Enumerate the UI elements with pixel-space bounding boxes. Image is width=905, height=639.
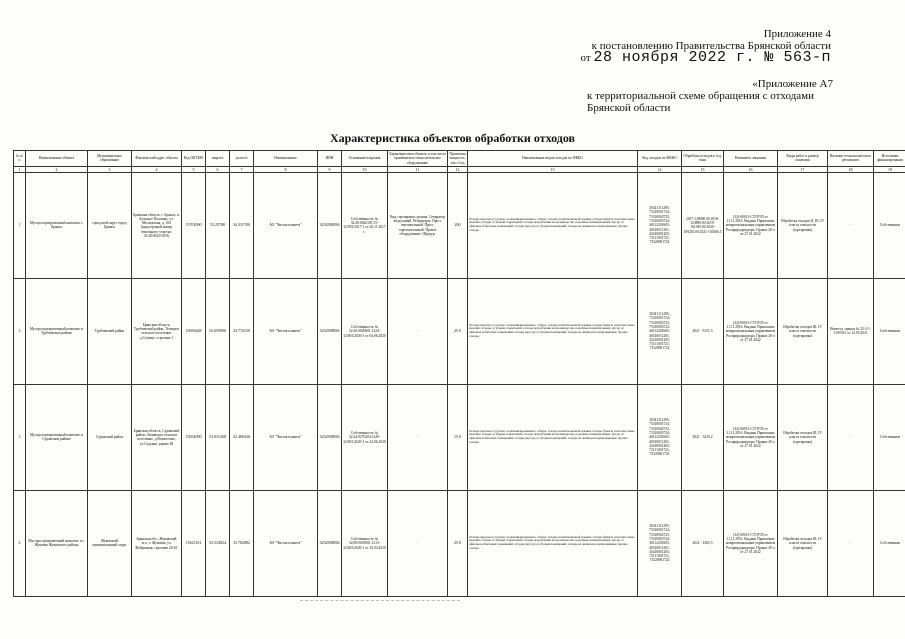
column-header: Основание владения <box>342 151 388 167</box>
column-header: Муниципальное образование <box>88 151 132 167</box>
cell-owner: АО "Чистая планета" <box>254 172 318 278</box>
column-header: широта <box>206 151 230 167</box>
cell-equipment: Вид сортировки: ручная. Сепаратор воздушный. Резервуары. Пресс вертикальный. Пресс горизонтальный. Прочее оборудование. Шредер. <box>388 172 448 278</box>
cell-reglament: - <box>828 172 874 278</box>
column-header: долгота <box>230 151 254 167</box>
cell-codes: 30411111295; 73310001724; 73310002725; 73310003724; 40112201605; 40310011201; 43410001205; 73111001721; 73320001724 <box>638 172 682 278</box>
cell-oktmo: 15656448 <box>182 278 206 384</box>
cell-lon: 32.486436 <box>230 384 254 490</box>
cell-mo: Трубчевский район <box>88 278 132 384</box>
cell-codes: 30411111295; 73310001724; 73310002725; 73310003724; 40112201605; 40310011201; 43410001205; 73111001721; 73320001724 <box>638 490 682 596</box>
column-number: 2 <box>26 166 88 172</box>
column-number: 5 <box>182 166 206 172</box>
cell-license: (32)-00013-СТОУ/П от 11.11.2016. Выдано Приокским межрегиональным управлением Росприроднадзора. Приказ 20-л от 27.01.2022 <box>724 490 778 596</box>
cell-lat: 52.659906 <box>206 278 230 384</box>
cell-capacity: 15.0 <box>448 384 468 490</box>
cell-n: 1 <box>14 172 26 278</box>
column-number: 11 <box>388 166 448 172</box>
cell-name: Мусоросортировочный комплекс в Трубчевском районе <box>26 278 88 384</box>
cell-inn: 3254508836 <box>318 172 342 278</box>
column-number: 14 <box>638 166 682 172</box>
appendix-a7-block <box>587 78 833 114</box>
cell-mo: городской округ город Брянск <box>88 172 132 278</box>
cell-amount: 2017-128000,00 2018-123890,00 2019-101390,00 2020-109250,00 2021-103366,5 <box>682 172 724 278</box>
cell-waste: Отходы картона от ручного и механизированного отбора; отходы полиэтиленовой пленки; отходы бумаги; пластмассовые изделия; отходы от уборки территорий; отходы потребления на производстве, подобные коммунальным; мусор от офисных и бытовых помещений; отходы (мусор) от уборки помещений; отходы из жилищ несортированные; прочие отходы. <box>468 278 638 384</box>
scan-artifact <box>300 600 460 601</box>
cell-basis: Собственность № 32:24:0270204:1249-32/001/2020-1 от 22.06.2020 <box>342 384 388 490</box>
cell-inn: 3254508836 <box>318 490 342 596</box>
cell-waste: Отходы картона от ручного и механизированного отбора; отходы полиэтиленовой пленки; отходы бумаги; пластмассовые изделия; отходы от уборки территорий; отходы потребления на производстве, подобные коммунальным; мусор от офисных и бытовых помещений; отходы (мусор) от уборки помещений; отходы из жилищ несортированные; прочие отходы. <box>468 490 638 596</box>
cell-reglament: - <box>828 490 874 596</box>
column-header: Код отходов по ФККО <box>638 151 682 167</box>
appendix-label: Приложение 4 <box>763 28 831 40</box>
document-header <box>531 28 831 64</box>
region-label: Брянской области <box>587 102 671 114</box>
cell-amount: 2021 - 3410,2 <box>682 384 724 490</box>
cell-owner: АО "Чистая планета" <box>254 278 318 384</box>
cell-basis: Собственность № 32:26:0020601:1224-32/001/2020-1 от 04.06.2020 <box>342 278 388 384</box>
resolution-label: к постановлению Правительства Брянской области <box>591 40 831 52</box>
cell-amount: 2021 - 6151,3 <box>682 278 724 384</box>
column-number: 17 <box>778 166 828 172</box>
objects-table <box>13 150 905 597</box>
column-number: 1 <box>14 166 26 172</box>
cell-lat: 53.534824 <box>206 490 230 596</box>
column-header: Реквизиты лицензии <box>724 151 778 167</box>
column-header: Наименование <box>254 151 318 167</box>
cell-address: Брянская область, Суражский район, Овчинское сельское поселение, д.Вознесенье, ул.Садовая, здание 48 <box>132 384 182 490</box>
cell-capacity: 200 <box>448 172 468 278</box>
column-number: 12 <box>448 166 468 172</box>
cell-codes: 30411111295; 73310001724; 73310002725; 73310003724; 40112201605; 40310011201; 43410001205; 73111001721; 73320001724 <box>638 278 682 384</box>
column-number: 18 <box>828 166 874 172</box>
cell-works: Обработка отходов II, III, IV класса опасности (сортировка) <box>778 172 828 278</box>
column-number: 3 <box>88 166 132 172</box>
resolution-date: от 28 ноября 2022 г. № 563-п <box>580 49 831 66</box>
column-number: 6 <box>206 166 230 172</box>
cell-owner: АО "Чистая планета" <box>254 490 318 596</box>
cell-lat: 53.25780 <box>206 172 230 278</box>
cell-license: (32)-00013-СТОУ/П от 11.11.2016. Выдано Приокским межрегиональным управлением Росприроднадзора. Приказ 20-л от 27.01.2022 <box>724 384 778 490</box>
cell-waste: Отходы картона от ручного и механизированного отбора; отходы полиэтиленовой пленки; отходы бумаги; пластмассовые изделия; отходы от уборки территорий; отходы потребления на производстве, подобные коммунальным; мусор от офисных и бытовых помещений; отходы (мусор) от уборки помещений; отходы из жилищ несортированные; прочие отходы. <box>468 384 638 490</box>
cell-mo: Суражский район <box>88 384 132 490</box>
cell-oktmo: 15701000 <box>182 172 206 278</box>
column-number: 16 <box>724 166 778 172</box>
cell-lon: 33.774150 <box>230 278 254 384</box>
table-row <box>14 278 905 384</box>
column-number: 10 <box>342 166 388 172</box>
cell-finance: Собственные <box>874 172 905 278</box>
cell-n: 2 <box>14 278 26 384</box>
column-header: Наименование объекта <box>26 151 88 167</box>
cell-equipment: - <box>388 278 448 384</box>
table-row <box>14 384 905 490</box>
cell-works: Обработка отходов III, IV класса опасности (сортировка) <box>778 490 828 596</box>
column-header: Виды работ и размер лицензии <box>778 151 828 167</box>
cell-finance: Собственные <box>874 278 905 384</box>
cell-lon: 34.331700 <box>230 172 254 278</box>
column-number: 15 <box>682 166 724 172</box>
cell-equipment: - <box>388 384 448 490</box>
cell-capacity: 25.0 <box>448 490 468 596</box>
table-row <box>14 490 905 596</box>
cell-reglament: Имеется, приказ № 32-2-1-1-0059/1 от 14.05.2021 <box>828 278 874 384</box>
appendix-a7-label: «Приложение А7 <box>752 78 833 90</box>
header-row <box>14 151 905 167</box>
cell-codes: 30411111295; 73310001724; 73310002725; 73310003724; 40112201605; 40310011201; 43410001205; 73111001721; 73320001724 <box>638 384 682 490</box>
table-row <box>14 172 905 278</box>
cell-inn: 3254508836 <box>318 384 342 490</box>
cell-license: (32)-00013-СТОУ/П от 11.11.2016. Выдано Приокским межрегиональным управлением Росприроднадзора. Приказ 20-л от 27.01.2022 <box>724 172 778 278</box>
cell-name: Мусоросортировочный комплекс в г. Жуковка Жуковского района <box>26 490 88 596</box>
date-number: 28 ноября 2022 г. № 563-п <box>593 49 831 66</box>
cell-inn: 3254508836 <box>318 278 342 384</box>
column-header: Источники финансирования <box>874 151 905 167</box>
column-header: Наименование видов отходов по ФККО <box>468 151 638 167</box>
cell-name: Мусоросортировочный комплекс в Суражском районе <box>26 384 88 490</box>
column-number: 19 <box>874 166 905 172</box>
column-header: Характеристика объекта, в том числе применяемое технологическое оборудование <box>389 152 446 165</box>
column-number: 13 <box>468 166 638 172</box>
column-header: ИНН <box>318 151 342 167</box>
cell-reglament: - <box>828 384 874 490</box>
column-header: Фактический адрес объекта <box>132 151 182 167</box>
cell-name: Мусоросортировочный комплекс г. Брянск <box>26 172 88 278</box>
column-header: Проектная мощность, тыс.т/год <box>449 152 466 165</box>
cell-finance: Собственные <box>874 384 905 490</box>
page-title: Характеристика объектов обработки отходов <box>329 131 576 145</box>
column-number: 4 <box>132 166 182 172</box>
column-header: Наличие технологического регламента <box>828 151 874 167</box>
cell-n: 4 <box>14 490 26 596</box>
cell-works: Обработка отходов III, IV класса опасности (сортировка) <box>778 384 828 490</box>
cell-owner: АО "Чистая планета" <box>254 384 318 490</box>
column-header: Обработка отходов в год, тонн <box>682 151 724 167</box>
column-number: 9 <box>318 166 342 172</box>
cell-equipment: - <box>388 490 448 596</box>
cell-works: Обработка отходов III, IV класса опасности (сортировка) <box>778 278 828 384</box>
cell-lat: 53.031368 <box>206 384 230 490</box>
cell-lon: 33.782082 <box>230 490 254 596</box>
territorial-scheme-label: к территориальной схеме обращения с отходами <box>587 90 814 102</box>
cell-basis: Собственность № 32:28:0022105:15-32/001/2017-1 от 02.11.2017 г. <box>342 172 388 278</box>
cell-finance: Собственные <box>874 490 905 596</box>
column-header: Код ОКТМО <box>182 151 206 167</box>
cell-license: (32)-00013-СТОУ/П от 11.11.2016. Выдано Приокским межрегиональным управлением Росприроднадзора. Приказ 20-л от 27.01.2022 <box>724 278 778 384</box>
cell-amount: 2021 - 4365,5 <box>682 490 724 596</box>
column-header: № п/п <box>14 151 26 167</box>
cell-address: Брянская область, Трубчевский район, Телецкое сельское поселение, д.Селище, строение 1 <box>132 278 182 384</box>
column-number: 8 <box>254 166 318 172</box>
cell-n: 3 <box>14 384 26 490</box>
cell-oktmo: 15654000 <box>182 384 206 490</box>
cell-capacity: 25.0 <box>448 278 468 384</box>
cell-address: Брянская область, г. Брянск, п. Большое Полпино, ул. Московская, д. 104 (кадастровый номер земельного участка: 32:28:0022105:9) <box>132 172 182 278</box>
cell-basis: Собственность № 32:08:0010001:1213-32/001/2020-1 от 10.04.2020 <box>342 490 388 596</box>
cell-waste: Отходы картона от ручного и механизированного отбора; отходы полиэтиленовой пленки; отходы бумаги; пластмассовые изделия; отходы от уборки территорий; отходы потребления на производстве, подобные коммунальным; мусор от офисных и бытовых помещений; отходы (мусор) от уборки помещений; отходы из жилищ несортированные; прочие отходы. <box>468 172 638 278</box>
cell-address: Брянская обл., Жуковский м.о., г. Жуковка, ул. Фабричная, строение 20-Б1 <box>132 490 182 596</box>
cell-oktmo: 15621101 <box>182 490 206 596</box>
column-number: 7 <box>230 166 254 172</box>
cell-mo: Жуковский муниципальный округ <box>88 490 132 596</box>
